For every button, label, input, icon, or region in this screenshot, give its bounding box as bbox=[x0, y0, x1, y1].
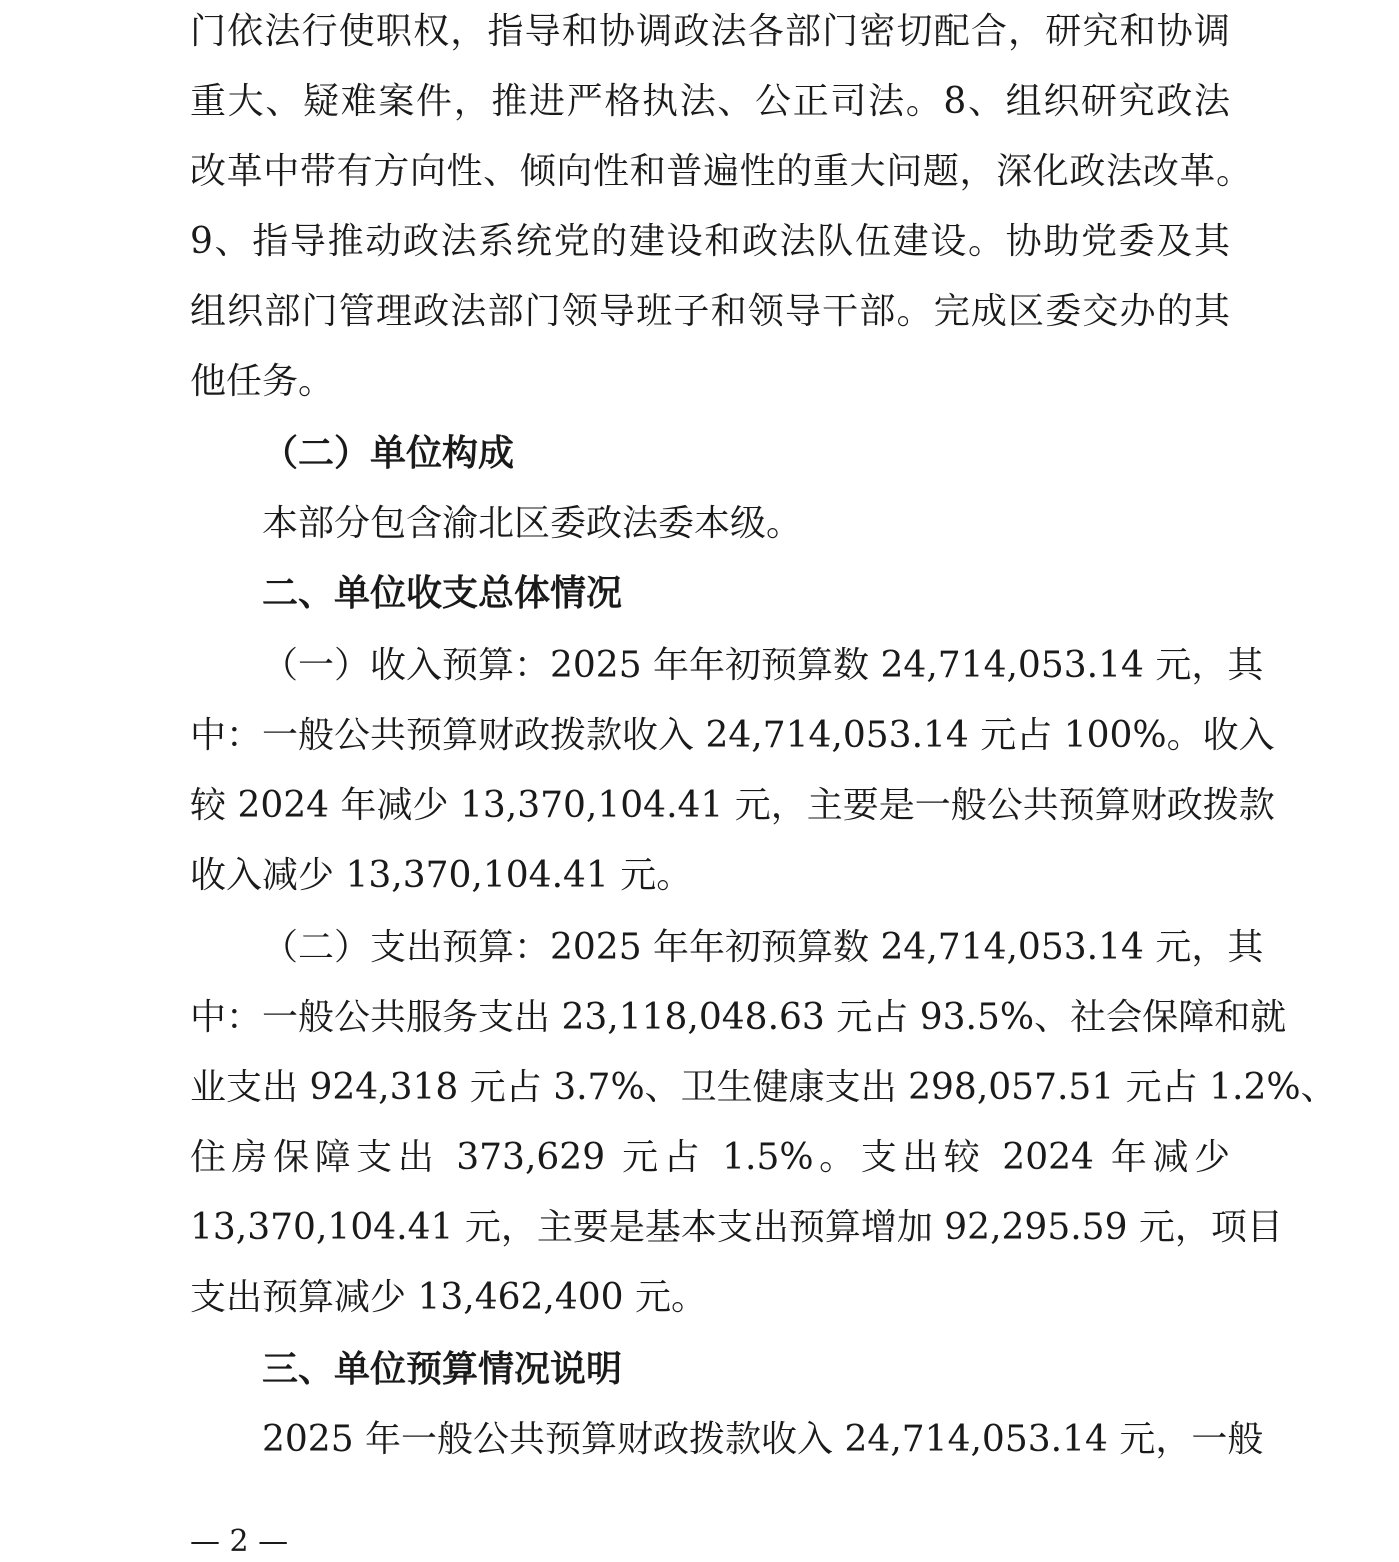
section-heading-unit-composition: （二）单位构成 bbox=[262, 433, 515, 474]
paragraph-line: 9、指导推动政法系统党的建设和政法队伍建设。协助党委及其 bbox=[190, 221, 1230, 262]
paragraph-line: 门依法行使职权，指导和协调政法各部门密切配合，研究和协调 bbox=[190, 11, 1230, 52]
paragraph-line: 住房保障支出 373,629 元占 1.5%。支出较 2024 年减少 bbox=[190, 1137, 1230, 1178]
paragraph-line: 收入减少 13,370,104.41 元。 bbox=[190, 855, 693, 896]
paragraph-line: 较 2024 年减少 13,370,104.41 元，主要是一般公共预算财政拨款 bbox=[190, 785, 1275, 826]
paragraph-line: 业支出 924,318 元占 3.7%、卫生健康支出 298,057.51 元占 1.2%、 bbox=[190, 1067, 1337, 1108]
paragraph-line: 2025 年一般公共预算财政拨款收入 24,714,053.14 元，一般 bbox=[262, 1419, 1264, 1460]
paragraph-line: 中：一般公共预算财政拨款收入 24,714,053.14 元占 100%。收入 bbox=[190, 715, 1275, 756]
paragraph-line: 13,370,104.41 元，主要是基本支出预算增加 92,295.59 元，项目 bbox=[190, 1207, 1283, 1248]
paragraph-line: 中：一般公共服务支出 23,118,048.63 元占 93.5%、社会保障和就 bbox=[190, 997, 1287, 1038]
page-number: — 2 — bbox=[190, 1524, 289, 1559]
paragraph-line: 本部分包含渝北区委政法委本级。 bbox=[262, 503, 803, 544]
paragraph-line: 改革中带有方向性、倾向性和普遍性的重大问题，深化政法改革。 bbox=[190, 151, 1252, 192]
paragraph-line: 他任务。 bbox=[190, 361, 335, 402]
paragraph-line: （一）收入预算：2025 年年初预算数 24,714,053.14 元，其 bbox=[262, 645, 1264, 686]
paragraph-line: （二）支出预算：2025 年年初预算数 24,714,053.14 元，其 bbox=[262, 927, 1264, 968]
section-heading-budget-explanation: 三、单位预算情况说明 bbox=[262, 1349, 623, 1390]
paragraph-line: 重大、疑难案件，推进严格执法、公正司法。8、组织研究政法 bbox=[190, 81, 1230, 122]
paragraph-line: 支出预算减少 13,462,400 元。 bbox=[190, 1277, 708, 1318]
section-heading-income-expenditure: 二、单位收支总体情况 bbox=[262, 573, 623, 614]
paragraph-line: 组织部门管理政法部门领导班子和领导干部。完成区委交办的其 bbox=[190, 291, 1230, 332]
